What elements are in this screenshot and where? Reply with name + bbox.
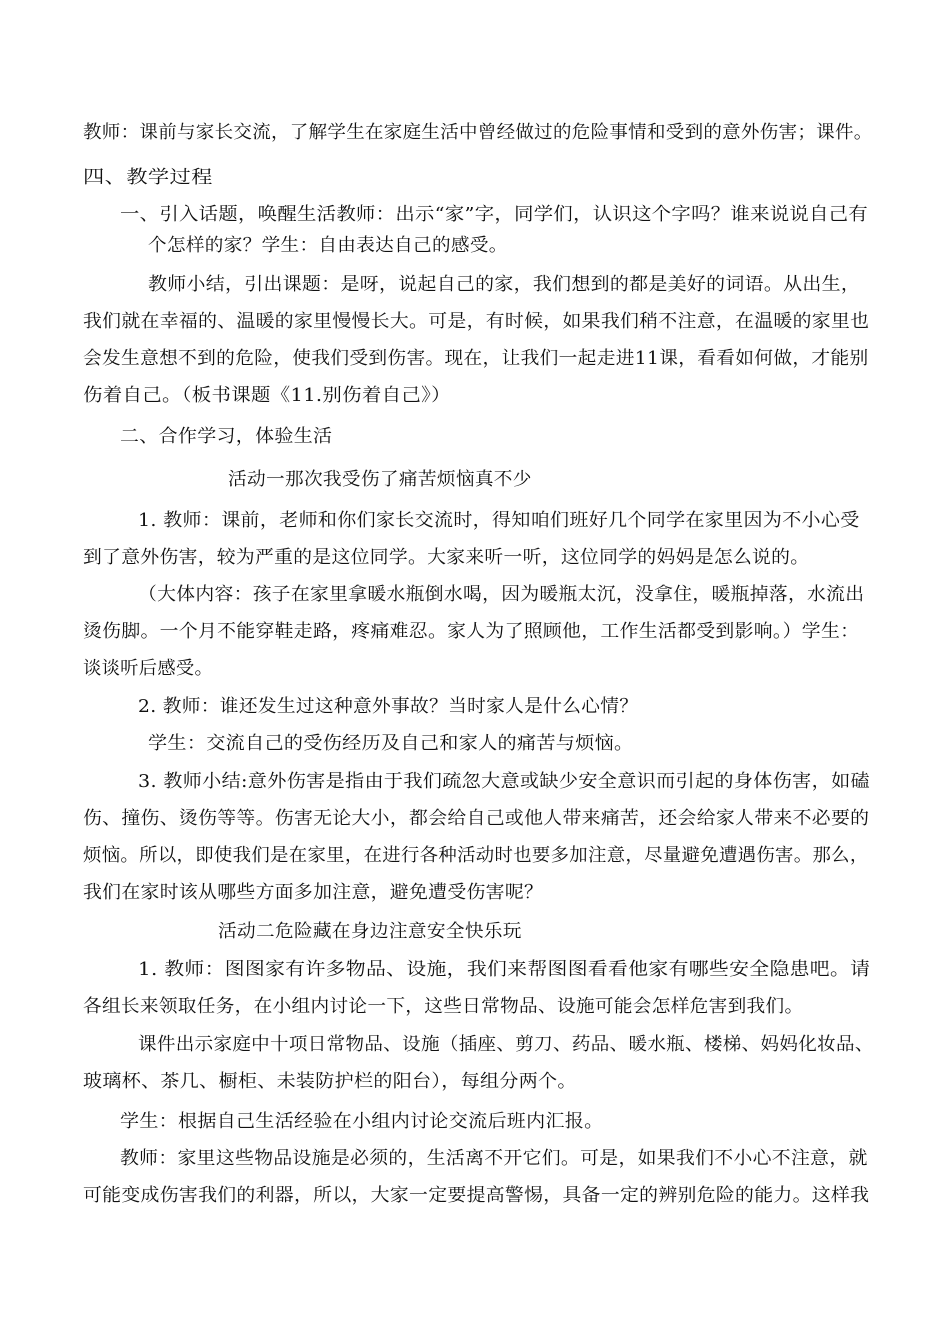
paragraph-line: 伤、撞伤、烫伤等等。伤害无论大小，都会给自己或他人带来痛苦，还会给家人带来不必要的 [83,808,870,829]
paragraph-line: 伤着自己。（板书课题《11.别伤着自己》） [83,385,451,406]
paragraph-line: 烦恼。所以，即使我们是在家里，在进行各种活动时也要多加注意，尽量避免遭遇伤害。那么， [83,845,869,866]
paragraph-line: 学生：交流自己的受伤经历及自己和家人的痛苦与烦恼。 [148,733,634,754]
paragraph-line: 到了意外伤害，较为严重的是这位同学。大家来听一听，这位同学的妈妈是怎么说的。 [83,547,810,568]
paragraph-line: 我们在家时该从哪些方面多加注意，避免遭受伤害呢？ [83,882,544,903]
paragraph-line: 学生：根据自己生活经验在小组内讨论交流后班内汇报。 [120,1111,604,1132]
paragraph-line: 教师小结，引出课题：是呀，说起自己的家，我们想到的都是美好的词语。从出生， [148,274,861,295]
paragraph-line: 课件出示家庭中十项日常物品、设施（插座、剪刀、药品、暖水瓶、楼梯、妈妈化妆品、 [138,1034,874,1055]
paragraph-line: 个怎样的家？学生：自由表达自己的感受。 [148,235,508,256]
activity-title: 活动二危险藏在身边注意安全快乐玩 [218,921,522,942]
paragraph-line: 2. 教师：谁还发生过这种意外事故？当时家人是什么心情？ [138,696,639,717]
paragraph-line: 烫伤脚。一个月不能穿鞋走路，疼痛难忍。家人为了照顾他，工作生活都受到影响。）学生： [83,621,860,642]
subsection-heading: 二、合作学习，体验生活 [120,426,333,447]
paragraph-line: 我们就在幸福的、温暖的家里慢慢长大。可是，有时候，如果我们稍不注意，在温暖的家里也 [83,311,870,332]
paragraph-line: （大体内容：孩子在家里拿暖水瓶倒水喝，因为暖瓶太沉，没拿住，暖瓶掉落，水流出 [138,584,865,605]
paragraph-line: 教师：课前与家长交流，了解学生在家庭生活中曾经做过的危险事情和受到的意外伤害；课件。 [83,122,873,143]
paragraph-line: 玻璃杯、茶几、橱柜、未装防护栏的阳台），每组分两个。 [83,1071,577,1092]
paragraph-line: 1. 教师：图图家有许多物品、设施，我们来帮图图看看他家有哪些安全隐患吧。请 [138,959,871,980]
paragraph-line: 各组长来领取任务，在小组内讨论一下，这些日常物品、设施可能会怎样危害到我们。 [83,996,804,1017]
paragraph-line: 3. 教师小结:意外伤害是指由于我们疏忽大意或缺少安全意识而引起的身体伤害，如磕 [138,771,870,792]
paragraph-line: 谈谈听后感受。 [83,658,214,679]
paragraph-line: 可能变成伤害我们的利器，所以，大家一定要提高警惕，具备一定的辨别危险的能力。这样我 [83,1185,870,1206]
paragraph-line: 1. 教师：课前，老师和你们家长交流时，得知咱们班好几个同学在家里因为不小心受 [138,510,860,531]
paragraph-line: 会发生意想不到的危险，使我们受到伤害。现在，让我们一起走进11课，看看如何做，才能别 [83,348,869,369]
subsection-heading: 一、引入话题，唤醒生活教师：出示“家”字，同学们，认识这个字吗？谁来说说自己有 [120,204,869,225]
section-heading: 四、教学过程 [83,167,213,188]
activity-title: 活动一那次我受伤了痛苦烦恼真不少 [228,469,532,490]
paragraph-line: 教师：家里这些物品设施是必须的，生活离不开它们。可是，如果我们不小心不注意，就 [120,1148,868,1169]
